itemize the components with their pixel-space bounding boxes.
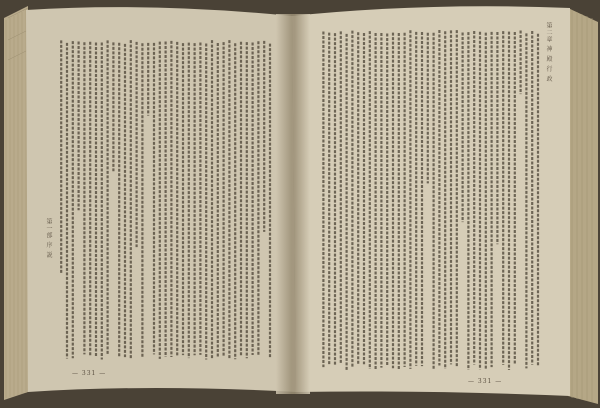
book-gutter: [276, 14, 310, 394]
left-page: [26, 7, 296, 392]
left-running-head: 第一部 序 説: [45, 218, 52, 259]
left-folio: — 331 —: [72, 370, 107, 377]
left-page-stack: [4, 6, 28, 400]
right-folio: — 331 —: [468, 378, 503, 385]
right-page: [292, 6, 570, 396]
right-running-head: 第二章 神 殿 行 政: [545, 22, 552, 83]
right-page-stack: [568, 8, 598, 404]
